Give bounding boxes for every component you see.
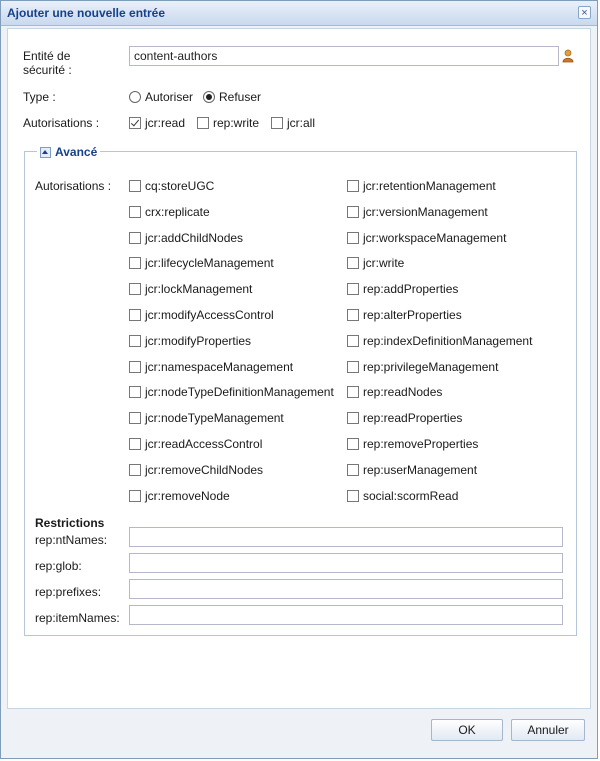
advanced-privilege-checkbox[interactable] — [129, 490, 141, 502]
advanced-privilege-checkbox[interactable] — [347, 180, 359, 192]
dialog-titlebar[interactable] — [1, 1, 597, 26]
collapse-icon[interactable] — [40, 147, 51, 158]
advanced-privilege-label[interactable]: jcr:removeNode — [145, 488, 230, 503]
advanced-privilege-label[interactable]: rep:userManagement — [363, 462, 478, 477]
cancel-button[interactable]: Annuler — [511, 719, 585, 741]
type-deny-radio[interactable] — [203, 91, 215, 103]
advanced-privilege-label[interactable]: jcr:nodeTypeManagement — [145, 411, 284, 426]
advanced-privilege-checkbox[interactable] — [129, 464, 141, 476]
privilege-rep-write-checkbox[interactable] — [197, 117, 209, 129]
advanced-privilege-label[interactable]: rep:alterProperties — [363, 308, 462, 322]
advanced-privilege-checkbox[interactable] — [347, 206, 359, 218]
privilege-jcr-read-label[interactable]: jcr:read — [145, 116, 186, 130]
dialog-body — [7, 28, 591, 709]
advanced-privilege-label[interactable]: crx:replicate — [145, 204, 210, 219]
advanced-privilege-checkbox[interactable] — [347, 232, 359, 244]
advanced-privilege-checkbox[interactable] — [129, 361, 141, 373]
close-icon[interactable]: × — [578, 6, 591, 19]
advanced-privilege-label[interactable]: jcr:nodeTypeDefinitionManagement — [145, 385, 334, 400]
advanced-privilege-label[interactable]: jcr:removeChildNodes — [145, 462, 264, 477]
advanced-privilege-checkbox[interactable] — [129, 438, 141, 450]
restriction-ntnames-label: rep:ntNames: — [35, 533, 108, 547]
advanced-privilege-label[interactable]: jcr:write — [363, 256, 405, 271]
user-icon[interactable] — [562, 49, 574, 63]
advanced-privilege-label[interactable]: jcr:workspaceManagement — [363, 230, 507, 245]
advanced-privilege-checkbox[interactable] — [347, 335, 359, 347]
advanced-privilege-checkbox[interactable] — [129, 386, 141, 398]
advanced-privilege-label[interactable]: cq:storeUGC — [145, 179, 215, 193]
type-deny-label[interactable]: Refuser — [219, 90, 262, 104]
restriction-ntnames-input[interactable] — [129, 527, 563, 547]
principal-input[interactable] — [129, 46, 559, 66]
advanced-privilege-checkbox[interactable] — [347, 283, 359, 295]
advanced-privilege-label[interactable]: jcr:modifyAccessControl — [145, 308, 274, 322]
advanced-privilege-label[interactable]: jcr:modifyProperties — [145, 333, 252, 348]
advanced-privilege-label[interactable]: jcr:retentionManagement — [363, 179, 496, 193]
type-allow-label[interactable]: Autoriser — [145, 90, 194, 104]
restriction-itemnames-input[interactable] — [129, 605, 563, 625]
advanced-privilege-checkbox[interactable] — [347, 386, 359, 398]
advanced-privilege-checkbox[interactable] — [129, 283, 141, 295]
advanced-privilege-label[interactable]: jcr:addChildNodes — [145, 230, 244, 245]
advanced-privilege-checkbox[interactable] — [347, 412, 359, 424]
advanced-privilege-checkbox[interactable] — [129, 309, 141, 321]
advanced-privilege-checkbox[interactable] — [347, 309, 359, 321]
advanced-privilege-checkbox[interactable] — [129, 206, 141, 218]
restriction-itemnames-label: rep:itemNames: — [35, 611, 120, 625]
restriction-glob-label: rep:glob: — [35, 559, 82, 573]
advanced-privilege-label[interactable]: rep:privilegeManagement — [363, 359, 499, 374]
type-allow-radio[interactable] — [129, 91, 141, 103]
advanced-privilege-checkbox[interactable] — [129, 257, 141, 269]
advanced-privilege-label[interactable]: jcr:readAccessControl — [145, 437, 263, 451]
restriction-prefixes-label: rep:prefixes: — [35, 585, 102, 599]
advanced-legend[interactable] — [37, 144, 100, 160]
ok-button[interactable]: OK — [431, 719, 503, 741]
advanced-privilege-checkbox[interactable] — [347, 361, 359, 373]
advanced-privilege-label[interactable]: rep:removeProperties — [363, 437, 479, 451]
advanced-privilege-label[interactable]: jcr:versionManagement — [363, 204, 488, 219]
advanced-privilege-checkbox[interactable] — [129, 180, 141, 192]
advanced-privilege-checkbox[interactable] — [129, 335, 141, 347]
restriction-prefixes-input[interactable] — [129, 579, 563, 599]
principal-label: Entité de sécurité : — [23, 49, 72, 77]
advanced-fieldset — [24, 145, 577, 636]
advanced-privilege-label[interactable]: jcr:namespaceManagement — [145, 359, 294, 374]
advanced-privilege-checkbox[interactable] — [347, 257, 359, 269]
advanced-privilege-checkbox[interactable] — [129, 232, 141, 244]
advanced-privilege-checkbox[interactable] — [129, 412, 141, 424]
advanced-privilege-checkbox[interactable] — [347, 464, 359, 476]
advanced-privilege-label[interactable]: rep:indexDefinitionManagement — [363, 333, 533, 348]
dialog-title: Ajouter une nouvelle entrée — [7, 6, 166, 20]
privilege-jcr-all-label[interactable]: jcr:all — [287, 116, 316, 130]
privilege-rep-write-label[interactable]: rep:write — [213, 116, 260, 130]
type-label: Type : — [23, 90, 56, 104]
advanced-privilege-label[interactable]: jcr:lifecycleManagement — [145, 256, 274, 271]
privilege-jcr-all-checkbox[interactable] — [271, 117, 283, 129]
advanced-privilege-label[interactable]: social:scormRead — [363, 488, 459, 503]
privilege-jcr-read-checkbox[interactable] — [129, 117, 141, 129]
restriction-glob-input[interactable] — [129, 553, 563, 573]
advanced-privilege-checkbox[interactable] — [347, 490, 359, 502]
privileges-label: Autorisations : — [23, 116, 100, 130]
restrictions-heading: Restrictions — [35, 516, 105, 530]
advanced-privilege-label[interactable]: rep:readNodes — [363, 385, 443, 400]
advanced-privilege-checkbox[interactable] — [347, 438, 359, 450]
advanced-privileges-label: Autorisations : — [35, 179, 112, 193]
advanced-privilege-label[interactable]: jcr:lockManagement — [145, 282, 253, 297]
advanced-privilege-label[interactable]: rep:addProperties — [363, 282, 459, 297]
advanced-privilege-label[interactable]: rep:readProperties — [363, 411, 463, 426]
advanced-legend-label: Avancé — [55, 145, 98, 159]
